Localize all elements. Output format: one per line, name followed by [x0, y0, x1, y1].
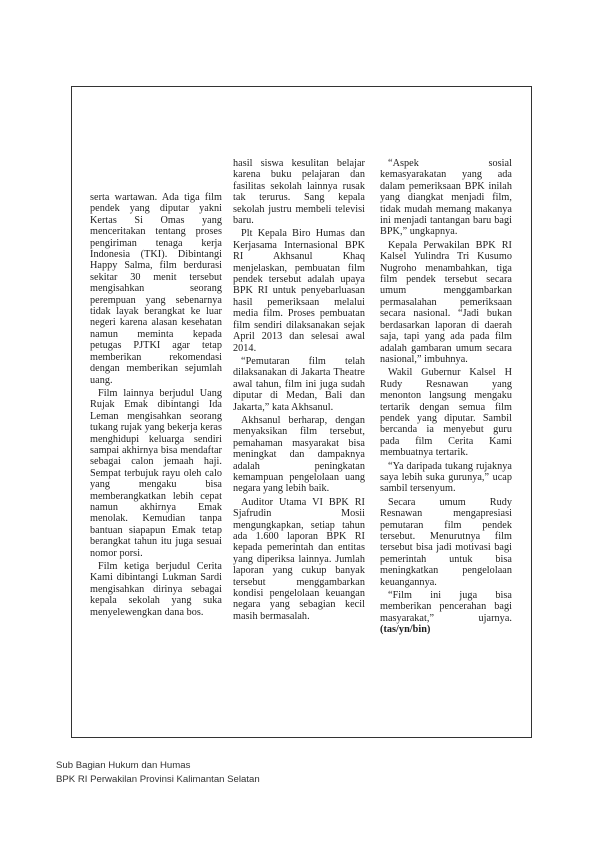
paragraph: Akhsanul berharap, dengan menyaksikan film tersebut, pemahaman masyarakat bisa meningkat dan dampaknya adalah peningkatan kemampuan pengelolaan uang negara yang lebih baik.: [233, 414, 365, 495]
paragraph: Film ketiga berjudul Cerita Kami dibintangi Lukman Sardi mengisahkan dirinya sebagai kepala sekolah yang suka menyelewengkan dana bos.: [90, 561, 222, 618]
paragraph: Wakil Gubernur Kalsel H Rudy Resnawan yang menonton langsung mengaku tertarik dengan semua film pendek yang diputar. Sambil bercanda ia menyebut guru pada film Cerita Kami membuatnya tertarik.: [380, 367, 512, 459]
paragraph: serta wartawan. Ada tiga film pendek yang diputar yakni Kertas Si Omas yang menceritakan tentang proses pengiriman tenaga kerja Indonesia (TKI). Dibintangi Happy Salma, film berdurasi sekitar 30 menit tersebut mengisahkan seorang perempuan yang sebenarnya tidak layak berangkat ke luar negeri karena alasan kesehatan namun meminta kepada petugas PJTKI agar tetap memberikan rekomendasi dengan memberikan sejumlah uang.: [90, 192, 222, 386]
footer: [56, 759, 260, 787]
article-column-3: [380, 158, 512, 638]
paragraph: hasil siswa kesulitan belajar karena buku pelajaran dan fasilitas sekolah lainnya rusak tak terurus. Sang kepala sekolah justru membeli televisi baru.: [233, 158, 365, 227]
paragraph-text: “Film ini juga bisa memberikan pencerahan bagi masyarakat,” ujarnya.: [380, 590, 512, 624]
article-column-2: [233, 158, 365, 624]
paragraph: “Ya daripada tukang rujaknya saya lebih suka gurunya,” ucap sambil tersenyum.: [380, 460, 512, 495]
author-signature: (tas/yn/bin): [380, 624, 431, 636]
paragraph: “Aspek sosial kemasyarakatan yang ada dalam pemeriksaan BPK inilah yang diangkat menjadi film, tidak mudah memang makanya ini menjadi tantangan baru bagi BPK,” ungkapnya.: [380, 158, 512, 238]
footer-line-1: Sub Bagian Hukum dan Humas: [56, 760, 191, 771]
paragraph: Plt Kepala Biro Humas dan Kerjasama Internasional BPK RI Akhsanul Khaq menjelaskan, pembuatan film pendek tersebut adalah upaya BPK RI untuk penyebarluasan hasil pemeriksaan melalui media film. Proses pembuatan film sendiri dilaksanakan sejak April 2013 dan selesai awal 2014.: [233, 228, 365, 354]
footer-line-2: BPK RI Perwakilan Provinsi Kalimantan Selatan: [56, 774, 260, 785]
paragraph: Kepala Perwakilan BPK RI Kalsel Yulindra Tri Kusumo Nugroho menambahkan, tiga film pendek tersebut secara umum menggambarkan permasalahan pemeriksaan secara nasional. “Jadi bukan berdasarkan laporan di daerah saja, tapi yang ada pada film adalah gambaran umum secara nasional,” imbuhnya.: [380, 239, 512, 365]
paragraph: Auditor Utama VI BPK RI Sjafrudin Mosii mengungkapkan, setiap tahun ada 1.600 laporan BPK RI kepada pemerintah dan entitas yang diperiksa lainnya. Jumlah laporan yang cukup banyak tersebut menggambarkan kondisi pengelolaan keuangan negara yang sebagian kecil masih bermasalah.: [233, 496, 365, 622]
article-column-1: [90, 192, 222, 620]
paragraph: Film lainnya berjudul Uang Rujak Emak dibintangi Ida Leman mengisahkan seorang tukang rujak yang bekerja keras menghidupi keluarga sendiri sampai akhirnya bisa mendaftar sebagai calon jemaah haji. Sempat terbujuk rayu oleh calo yang mengaku bisa memberangkatkan lebih cepat namun akhirnya Emak menolak. Kemudian tanpa bantuan siapapun Emak tetap berangkat tahun itu juga sesuai nomor porsi.: [90, 387, 222, 559]
paragraph-final: [380, 590, 512, 636]
paragraph: “Pemutaran film telah dilaksanakan di Jakarta Theatre awal tahun, film ini juga sudah diputar di Medan, Bali dan Jakarta,” kata Akhsanul.: [233, 355, 365, 413]
paragraph: Secara umum Rudy Resnawan mengapresiasi pemutaran film pendek tersebut. Menurutnya film tersebut bisa jadi motivasi bagi pemerintah untuk bisa meningkatkan pengelolaan keuangannya.: [380, 496, 512, 588]
